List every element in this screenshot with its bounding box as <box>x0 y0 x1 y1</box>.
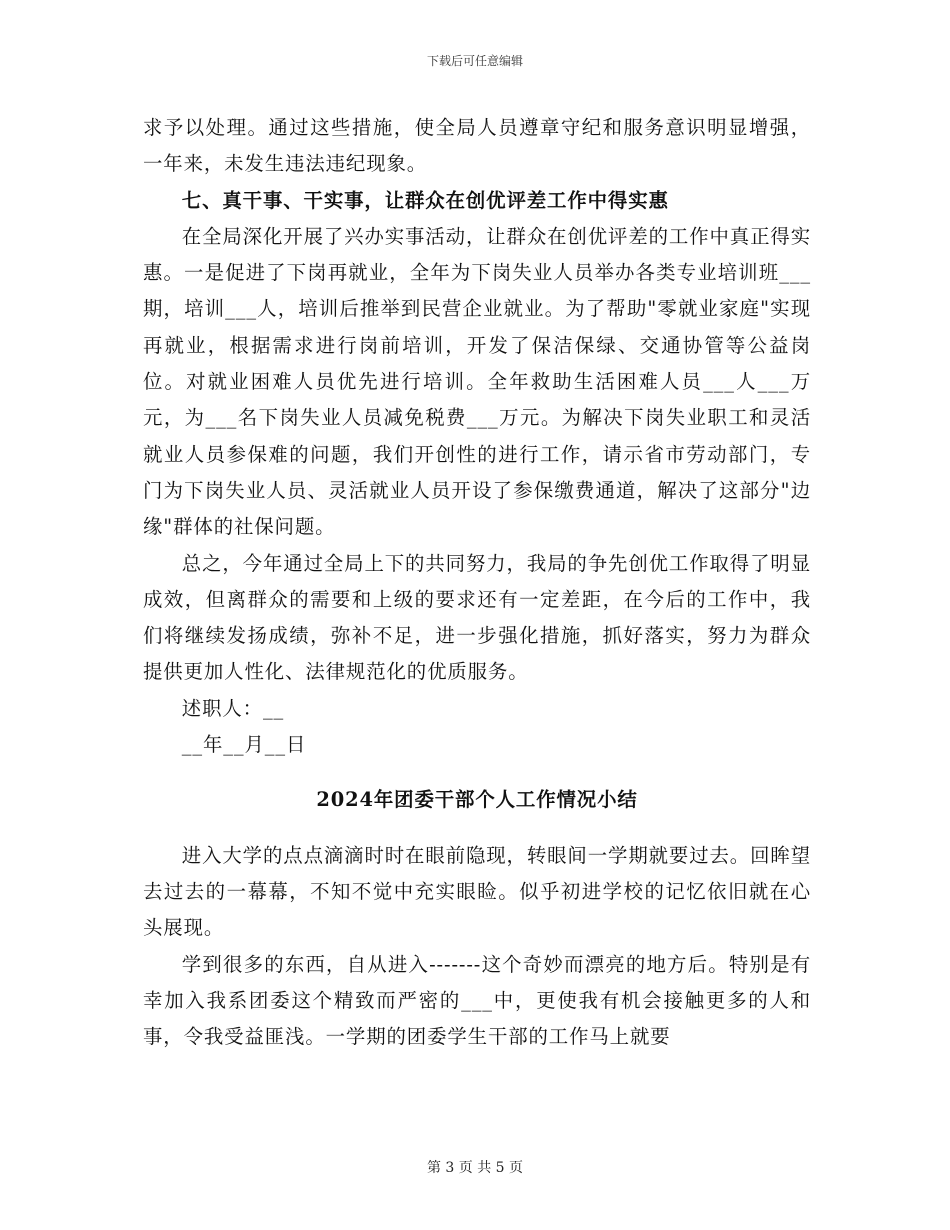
signer-line: 述职人：__ <box>181 696 285 720</box>
paragraph: 学到很多的东西，自从进入-------这个奇妙而漂亮的地方后。特别是有幸加入我系团委这个精致而严密的___中，更使我有机会接触更多的人和事，令我受益匪浅。一学期的团委学生干部的工作马上就要 <box>143 952 811 1049</box>
page-number: 第 3 页 共 5 页 <box>426 1160 524 1176</box>
paragraph: 总之，今年通过全局上下的共同努力，我局的争先创优工作取得了明显成效，但离群众的需要和上级的要求还有一定差距，在今后的工作中，我们将继续发扬成绩，弥补不足，进一步强化措施，抓好落实，努力为群众提供更加人性化、法律规范化的优质服务。 <box>143 551 811 684</box>
document-title: 2024年团委干部个人工作情况小结 <box>316 788 638 812</box>
paragraph: 在全局深化开展了兴办实事活动，让群众在创优评差的工作中真正得实惠。一是促进了下岗再就业，全年为下岗失业人员举办各类专业培训班___期，培训___人，培训后推举到民营企业就业。为了帮助"零就业家庭"实现再就业，根据需求进行岗前培训，开发了保洁保绿、交通协管等公益岗位。对就业困难人员优先进行培训。全年救助生活困难人员___人___万元，为___名下岗失业人员减免税费___万元。为解决下岗失业职工和灵活就业人员参保难的问题，我们开创性的进行工作，请示省市劳动部门，专门为下岗失业人员、灵活就业人员开设了参保缴费通道，解决了这部分"边缘"群体的社保问题。 <box>143 224 811 539</box>
section-heading: 七、真干事、干实事，让群众在创优评差工作中得实惠 <box>181 188 669 212</box>
page-header-note: 下载后可任意编辑 <box>426 54 523 68</box>
paragraph-continuation: 求予以处理。通过这些措施，使全局人员遵章守纪和服务意识明显增强，一年来，未发生违法违纪现象。 <box>143 116 811 176</box>
paragraph: 进入大学的点点滴滴时时在眼前隐现，转眼间一学期就要过去。回眸望去过去的一幕幕，不知不觉中充实眼睑。似乎初进学校的记忆依旧就在心头展现。 <box>143 843 811 940</box>
date-line: __年__月__日 <box>181 733 307 757</box>
document-body <box>143 110 811 1055</box>
